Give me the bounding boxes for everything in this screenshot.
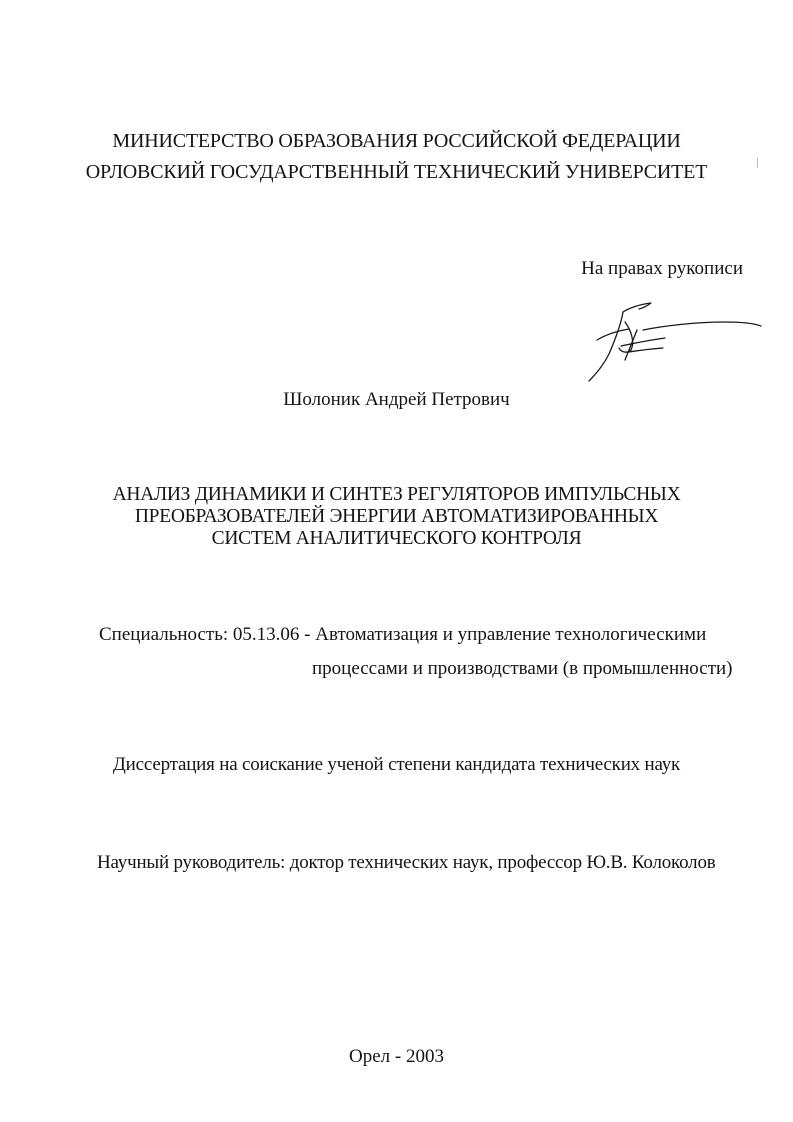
university-heading: ОРЛОВСКИЙ ГОСУДАРСТВЕННЫЙ ТЕХНИЧЕСКИЙ УНИВЕРСИТЕТ [85, 161, 708, 183]
ministry-heading: МИНИСТЕРСТВО ОБРАЗОВАНИЯ РОССИЙСКОЙ ФЕДЕРАЦИИ [112, 130, 681, 152]
specialty-line-1: Специальность: 05.13.06 - Автоматизация и управление технологическими [99, 624, 707, 645]
manuscript-note: На правах рукописи [581, 258, 743, 279]
specialty-line-2: процессами и производствами (в промышленности) [312, 658, 733, 679]
thesis-title-line-2: ПРЕОБРАЗОВАТЕЛЕЙ ЭНЕРГИИ АВТОМАТИЗИРОВАННЫХ [134, 506, 659, 527]
thesis-title-line-1: АНАЛИЗ ДИНАМИКИ И СИНТЕЗ РЕГУЛЯТОРОВ ИМПУЛЬСНЫХ [112, 484, 681, 505]
handwritten-signature [585, 300, 765, 385]
city-year: Орел - 2003 [349, 1046, 444, 1067]
scan-artifact [757, 158, 758, 168]
dissertation-statement: Диссертация на соискание ученой степени кандидата технических наук [112, 754, 681, 775]
scientific-supervisor: Научный руководитель: доктор технических наук, профессор Ю.В. Колоколов [97, 852, 716, 873]
thesis-title-line-3: СИСТЕМ АНАЛИТИЧЕСКОГО КОНТРОЛЯ [211, 528, 582, 549]
author-name: Шолоник Андрей Петрович [283, 389, 510, 410]
